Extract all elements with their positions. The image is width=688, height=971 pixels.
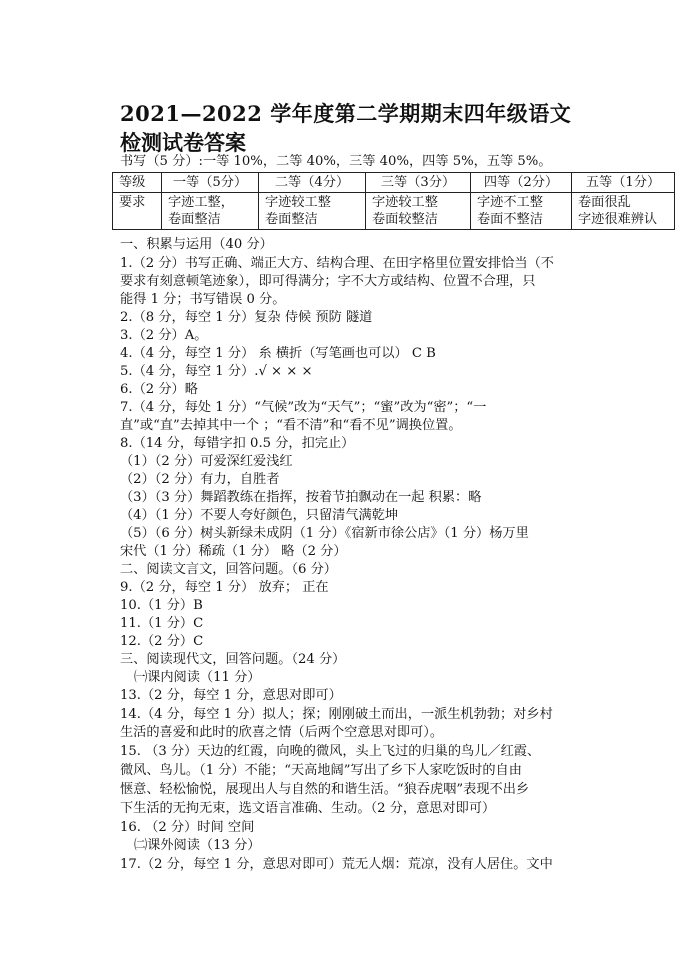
answer-line: 16. （2 分）时间 空间 [120,820,255,835]
requirement-line: 字迹较工整 [265,195,331,210]
grade-header-cell: 四等（2分） [471,173,572,193]
grade-header-cell: 五等（1分） [572,173,675,193]
answer-line: 要求有刻意顿笔迹象），即可得满分；字不大方或结构、位置不合理，只 [120,274,536,289]
answer-line: 13.（2 分，每空 1 分，意思对即可） [120,688,342,703]
answer-line: 7.（4 分，每处 1 分）“气候”改为“天气”；“蜜”改为“密”；“一 [120,400,487,415]
requirement-line: 字迹不工整 [477,195,543,210]
answer-line: 5.（4 分，每空 1 分）.√ × × × [120,364,313,379]
requirement-line: 卷面不整洁 [477,212,543,227]
answer-line: 2.（8 分，每空 1 分）复杂 侍候 预防 隧道 [120,310,373,325]
answer-line: 微风、鸟儿。（1 分）不能；“天高地阔”写出了乡下人家吃饭时的自由 [120,763,522,778]
answer-line: 15. （3 分）天边的红霞，向晚的微风，头上飞过的归巢的鸟儿／红霞、 [120,744,541,759]
answer-line: （5）（6 分）树头新绿未成阴（1 分）《宿新市徐公店》（1 分）杨万里 [120,526,529,541]
answer-line: 3.（2 分）A。 [120,328,208,343]
answer-line: 14.（4 分，每空 1 分）拟人；探；刚刚破土而出，一派生机勃勃；对乡村 [120,707,553,722]
answer-line: （3）（3 分）舞蹈教练在指挥，按着节拍飘动在一起 积累：略 [120,490,482,505]
grade-header-cell: 三等（3分） [366,173,471,193]
answer-line: （1）（2 分）可爱深红爱浅红 [120,454,293,469]
answer-line: （4）（1 分）不要人夸好颜色，只留清气满乾坤 [120,508,399,523]
answer-line: 生活的喜爱和此时的欣喜之情（后两个空意思对即可）。 [120,725,444,740]
answer-line: 惬意、轻松愉悦，展现出人与自然的和谐生活。“狼吞虎咽”表现不出乡 [120,782,530,797]
answer-line: 下生活的无拘无束，选文语言准确、生动。（2 分，意思对即可） [120,801,496,816]
requirement-cell [471,193,572,230]
requirement-line: 卷面整洁 [265,212,318,227]
grade-header-cell: 等级 [113,173,162,193]
answer-line: 直”或“直”去掉其中一个 ；“看不清”和“看不见”调换位置。 [120,418,462,433]
grade-header-cell: 二等（4分） [259,173,366,193]
requirement-line: 字迹较工整 [372,195,438,210]
requirement-cell [162,193,259,230]
requirement-line: 卷面整洁 [168,212,221,227]
subsection-heading: ㈡课外阅读（13 分） [134,838,261,853]
answer-line: 10.（1 分）B [120,598,203,613]
requirement-cell [572,193,675,230]
answer-line: 4.（4 分，每空 1 分） 糸 横折（写笔画也可以） C B [120,346,436,361]
answer-line: （2）（2 分）有力，自胜者 [120,472,280,487]
document-title: 2021—2022 学年度第二学期期末四年级语文 [120,101,572,126]
writing-grade-table [112,172,675,230]
requirement-line: 字迹很难辨认 [578,212,658,227]
section-heading: 二、阅读文言文，回答问题。（6 分） [120,562,337,577]
requirement-line: 卷面较整洁 [372,212,438,227]
answer-line: 12.（2 分）C [120,634,204,649]
requirement-cell [366,193,471,230]
answer-line: 9.（2 分，每空 1 分） 放弃； 正在 [120,580,329,595]
answer-line: 17.（2 分，每空 1 分，意思对即可）荒无人烟：荒凉，没有人居住。文中 [120,857,553,872]
answer-line: 1.（2 分）书写正确、端正大方、结构合理、在田字格里位置安排恰当（不 [120,256,554,271]
answer-line: 11.（1 分）C [120,616,204,631]
requirement-label: 要求 [113,193,162,230]
answer-line: 能得 1 分；书写错误 0 分。 [120,292,286,307]
subsection-heading: ㈠课内阅读（11 分） [134,670,261,685]
document-subtitle: 检测试卷答案 [120,130,246,155]
answer-line: 宋代（1 分）稀疏（1 分） 略（2 分） [120,544,347,559]
requirement-line: 卷面很乱 [578,195,631,210]
grade-table-requirement-row [113,193,675,230]
answer-line: 8.（14 分，每错字扣 0.5 分，扣完止） [120,436,355,451]
requirement-line: 字迹工整， [168,195,234,210]
answer-line: 6.（2 分）略 [120,382,198,397]
section-heading: 三、阅读现代文，回答问题。（24 分） [120,652,346,667]
requirement-cell [259,193,366,230]
grade-header-cell: 一等（5分） [162,173,259,193]
section-heading: 一、积累与运用（40 分） [120,237,273,252]
writing-score-note: 书写（5 分）:一等 10%，二等 40%，三等 40%，四等 5%，五等 5%。 [120,154,552,169]
grade-table-header-row [113,173,675,193]
